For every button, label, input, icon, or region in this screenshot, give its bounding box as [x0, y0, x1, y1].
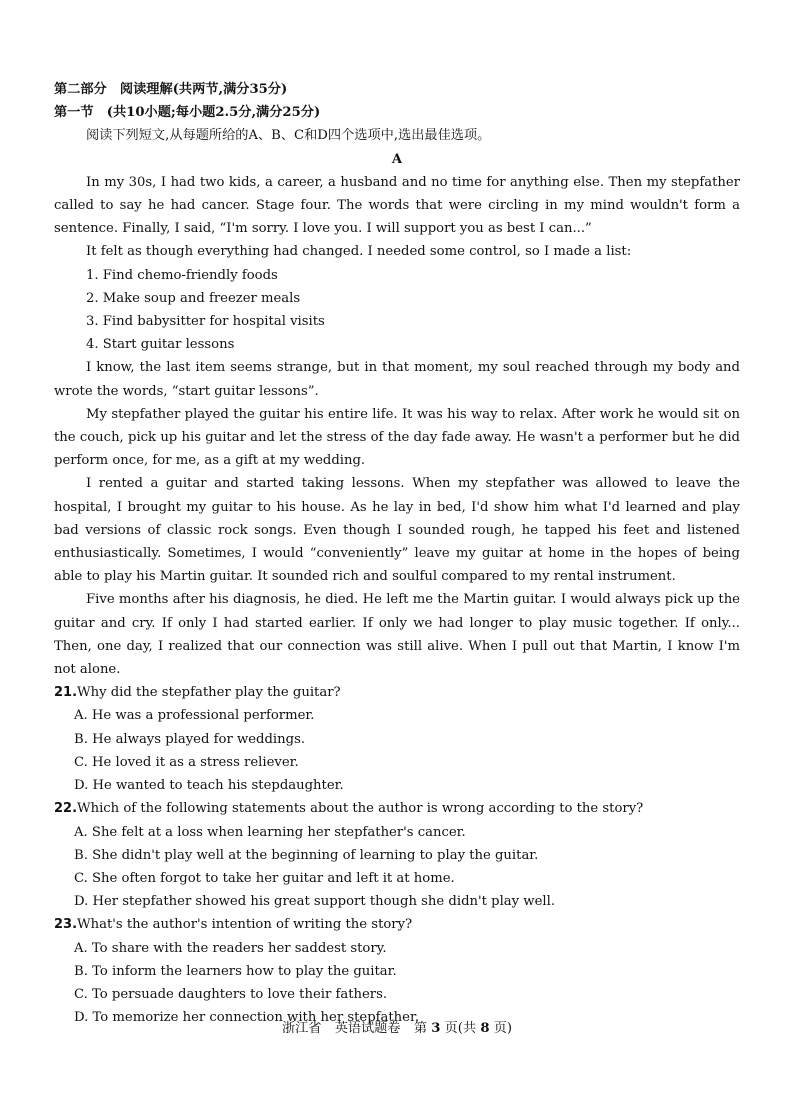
- option-21-c[interactable]: C. He loved it as a stress reliever.: [74, 754, 299, 770]
- question-22: [54, 797, 740, 820]
- passage-paragraph-1: In my 30s, I had two kids, a career, a husband and no time for anything else. Then my stepfather called to say he had cancer. Stage four. The words that were circling in my mind wouldn't form a sentence. Finally, I said, “I'm sorry. I love you. I will support you as best I can...”: [54, 174, 740, 237]
- passage-paragraph-5: I rented a guitar and started taking lessons. When my stepfather was allowed to leave the hospital, I brought my guitar to his house. As he lay in bed, I'd show him what I'd learned and play bad versions of classic rock songs. Even though I sounded rough, he tapped his feet and listened enthusiastically. Sometimes, I would “conveniently” leave my guitar at home in the hopes of being able to play his Martin guitar. It sounded rich and soulful compared to my rental instrument.: [54, 476, 740, 585]
- question-stem: Which of the following statements about the author is wrong according to the story?: [77, 801, 644, 817]
- option-21-b[interactable]: B. He always played for weddings.: [74, 731, 306, 747]
- passage-paragraph-3: I know, the last item seems strange, but in that moment, my soul reached through my body and wrote the words, “start guitar lessons”.: [54, 360, 740, 399]
- question-stem: What's the author's intention of writing the story?: [77, 917, 413, 933]
- section-title: 第一节 (共10小题;每小题2.5分,满分25分): [54, 105, 321, 121]
- page-footer: [0, 1018, 794, 1040]
- option-21-d[interactable]: D. He wanted to teach his stepdaughter.: [74, 778, 344, 794]
- option-22-a[interactable]: A. She felt at a loss when learning her stepfather's cancer.: [74, 824, 466, 840]
- question-stem: Why did the stepfather play the guitar?: [77, 685, 341, 701]
- part-title: 第二部分 阅读理解(共两节,满分35分): [54, 82, 288, 97]
- footer-page-total: 8: [480, 1021, 490, 1036]
- option-23-c[interactable]: C. To persuade daughters to love their fathers.: [74, 986, 388, 1002]
- footer-subject: 英语试题卷: [334, 1021, 401, 1036]
- question-number: 22.: [54, 801, 78, 817]
- question-23: [54, 913, 740, 936]
- question-number: 21.: [54, 685, 78, 701]
- list-item: 3. Find babysitter for hospital visits: [86, 314, 325, 330]
- passage-paragraph-2: It felt as though everything had changed. I needed some control, so I made a list:: [86, 244, 632, 260]
- option-22-b[interactable]: B. She didn't play well at the beginning of learning to play the guitar.: [74, 847, 539, 863]
- option-22-d[interactable]: D. Her stepfather showed his great support though she didn't play well.: [74, 894, 556, 910]
- option-23-d[interactable]: D. To memorize her connection with her stepfather.: [74, 1010, 420, 1026]
- passage-paragraph-4: My stepfather played the guitar his entire life. It was his way to relax. After work he would sit on the couch, pick up his guitar and let the stress of the day fade away. He wasn't a performer but he did perform once, for me, as a gift at my wedding.: [54, 406, 740, 469]
- passage-paragraph-6: Five months after his diagnosis, he died. He left me the Martin guitar. I would always pick up the guitar and cry. If only I had started earlier. If only we had longer to play music together. If only... Then, one day, I realized that our connection was still alive. When I pull out that Martin, I know I'm not alone.: [54, 592, 740, 678]
- footer-page-suffix: 页): [493, 1021, 513, 1036]
- question-21: [54, 681, 740, 704]
- exam-page: [54, 78, 740, 1029]
- option-23-b[interactable]: B. To inform the learners how to play the guitar.: [74, 963, 397, 979]
- passage-label: A: [391, 151, 403, 167]
- footer-page-prefix: 第: [413, 1021, 427, 1036]
- instructions: 阅读下列短文,从每题所给的A、B、C和D四个选项中,选出最佳选项。: [86, 128, 491, 144]
- option-21-a[interactable]: A. He was a professional performer.: [74, 708, 315, 724]
- question-number: 23.: [54, 917, 78, 933]
- footer-page-current: 3: [431, 1021, 441, 1036]
- list-item: 4. Start guitar lessons: [86, 337, 235, 353]
- list-item: 2. Make soup and freezer meals: [86, 290, 301, 306]
- list-item: 1. Find chemo-friendly foods: [86, 267, 278, 283]
- option-23-a[interactable]: A. To share with the readers her saddest story.: [74, 940, 387, 956]
- footer-page-middle: 页(共: [444, 1021, 477, 1036]
- option-22-c[interactable]: C. She often forgot to take her guitar and left it at home.: [74, 870, 455, 886]
- footer-province: 浙江省: [281, 1021, 322, 1036]
